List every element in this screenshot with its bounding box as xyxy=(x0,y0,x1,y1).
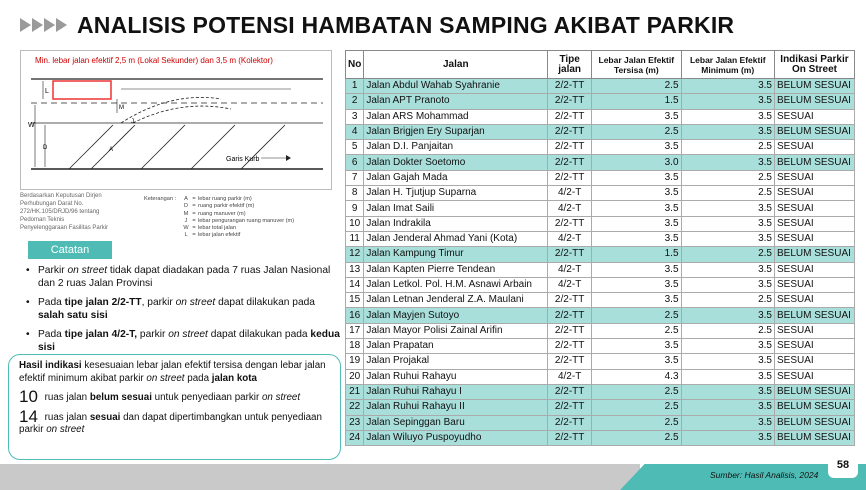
cell-indikasi: SESUAI xyxy=(774,201,854,216)
page-number: 58 xyxy=(828,452,858,478)
cell-indikasi: SESUAI xyxy=(774,262,854,277)
cell-tipe: 2/2-TT xyxy=(548,109,592,124)
cell-no: 19 xyxy=(346,354,364,369)
table-row xyxy=(346,79,855,94)
cell-minimum: 3.5 xyxy=(681,262,774,277)
cell-indikasi: SESUAI xyxy=(774,140,854,155)
cell-indikasi: BELUM SESUAI xyxy=(774,79,854,94)
cell-tipe: 2/2-TT xyxy=(548,384,592,399)
cell-indikasi: SESUAI xyxy=(774,231,854,246)
cell-no: 11 xyxy=(346,231,364,246)
table-row xyxy=(346,124,855,139)
cell-minimum: 3.5 xyxy=(681,201,774,216)
cell-tersisa: 3.5 xyxy=(592,201,681,216)
table-row xyxy=(346,339,855,354)
legend-source: Berdasarkan Keputusan Dirjen Perhubungan Darat No. 272/HK.105/DRJD/96 tentang Pedoman Teknis Penyelenggaraan Fasilitas Parkir xyxy=(20,193,109,231)
cell-jalan: Jalan Abdul Wahab Syahranie xyxy=(364,79,548,94)
cell-indikasi: BELUM SESUAI xyxy=(774,384,854,399)
cell-jalan: Jalan Imat Saili xyxy=(364,201,548,216)
cell-tersisa: 2.5 xyxy=(592,430,681,445)
cell-no: 4 xyxy=(346,124,364,139)
cell-jalan: Jalan Brigjen Ery Suparjan xyxy=(364,124,548,139)
cell-tipe: 2/2-TT xyxy=(548,79,592,94)
table-row xyxy=(346,430,855,445)
cell-indikasi: BELUM SESUAI xyxy=(774,94,854,109)
cell-tersisa: 2.5 xyxy=(592,79,681,94)
cell-tersisa: 3.5 xyxy=(592,170,681,185)
source-note: Sumber: Hasil Analisis, 2024 xyxy=(710,470,819,480)
cell-tersisa: 2.5 xyxy=(592,308,681,323)
table-row xyxy=(346,201,855,216)
cell-tersisa: 3.5 xyxy=(592,262,681,277)
cell-no: 20 xyxy=(346,369,364,384)
cell-indikasi: SESUAI xyxy=(774,216,854,231)
cell-indikasi: BELUM SESUAI xyxy=(774,124,854,139)
col-tipe: Tipe jalan xyxy=(548,51,592,79)
cell-jalan: Jalan Indrakila xyxy=(364,216,548,231)
table-row xyxy=(346,155,855,170)
cell-tipe: 4/2-T xyxy=(548,277,592,292)
cell-tipe: 2/2-TT xyxy=(548,430,592,445)
col-no: No xyxy=(346,51,364,79)
cell-tersisa: 3.5 xyxy=(592,277,681,292)
chevron-arrows-icon xyxy=(20,18,67,32)
table-row xyxy=(346,247,855,262)
cell-tersisa: 2.5 xyxy=(592,124,681,139)
col-tersisa: Lebar Jalan Efektif Tersisa (m) xyxy=(592,51,681,79)
table-row xyxy=(346,262,855,277)
table-row xyxy=(346,354,855,369)
cell-indikasi: BELUM SESUAI xyxy=(774,415,854,430)
cell-tersisa: 3.5 xyxy=(592,216,681,231)
cell-jalan: Jalan Mayor Polisi Zainal Arifin xyxy=(364,323,548,338)
cell-indikasi: SESUAI xyxy=(774,170,854,185)
svg-text:J: J xyxy=(131,119,134,125)
cell-no: 3 xyxy=(346,109,364,124)
cell-tersisa: 2.5 xyxy=(592,415,681,430)
cell-indikasi: SESUAI xyxy=(774,369,854,384)
cell-tipe: 4/2-T xyxy=(548,186,592,201)
cell-jalan: Jalan Gajah Mada xyxy=(364,170,548,185)
col-minimum: Lebar Jalan Efektif Minimum (m) xyxy=(681,51,774,79)
cell-minimum: 3.5 xyxy=(681,109,774,124)
cell-indikasi: SESUAI xyxy=(774,277,854,292)
cell-tersisa: 3.5 xyxy=(592,231,681,246)
cell-tipe: 4/2-T xyxy=(548,231,592,246)
result-summary-box: Hasil indikasi kesesuaian lebar jalan efektif tersisa dengan lebar jalan efektif minimum akibat parkir on street pada jalan kota 10 ruas jalan belum sesuai untuk penyediaan parkir on street 14 ruas jalan sesuai dan dapat dipertimbangkan untuk penyediaan parkir on street xyxy=(8,354,341,460)
cell-indikasi: BELUM SESUAI xyxy=(774,247,854,262)
cell-tersisa: 2.5 xyxy=(592,384,681,399)
cell-no: 10 xyxy=(346,216,364,231)
table-row xyxy=(346,109,855,124)
cell-indikasi: SESUAI xyxy=(774,293,854,308)
cell-minimum: 2.5 xyxy=(681,323,774,338)
cell-minimum: 3.5 xyxy=(681,308,774,323)
cell-tersisa: 3.5 xyxy=(592,339,681,354)
cell-minimum: 2.5 xyxy=(681,247,774,262)
cell-tipe: 4/2-T xyxy=(548,201,592,216)
cell-indikasi: SESUAI xyxy=(774,339,854,354)
count-sesuai: 14 xyxy=(19,406,38,426)
cell-indikasi: BELUM SESUAI xyxy=(774,430,854,445)
cell-minimum: 3.5 xyxy=(681,124,774,139)
cell-indikasi: SESUAI xyxy=(774,323,854,338)
cell-tersisa: 2.5 xyxy=(592,400,681,415)
cell-tipe: 2/2-TT xyxy=(548,140,592,155)
svg-text:L: L xyxy=(45,88,49,95)
cell-minimum: 2.5 xyxy=(681,186,774,201)
cell-indikasi: SESUAI xyxy=(774,109,854,124)
cell-tipe: 2/2-TT xyxy=(548,323,592,338)
table-row xyxy=(346,384,855,399)
header xyxy=(0,0,866,44)
cell-tersisa: 2.5 xyxy=(592,323,681,338)
cell-tipe: 2/2-TT xyxy=(548,400,592,415)
cell-minimum: 2.5 xyxy=(681,140,774,155)
cell-minimum: 3.5 xyxy=(681,339,774,354)
cell-jalan: Jalan Projakal xyxy=(364,354,548,369)
cell-no: 21 xyxy=(346,384,364,399)
cell-no: 18 xyxy=(346,339,364,354)
catatan-label: Catatan xyxy=(28,241,112,259)
table-row xyxy=(346,94,855,109)
cell-minimum: 3.5 xyxy=(681,384,774,399)
cell-tipe: 2/2-TT xyxy=(548,415,592,430)
cell-jalan: Jalan Letkol. Pol. H.M. Asnawi Arbain xyxy=(364,277,548,292)
table-row xyxy=(346,415,855,430)
cell-jalan: Jalan D.I. Panjaitan xyxy=(364,140,548,155)
cell-jalan: Jalan Mayjen Sutoyo xyxy=(364,308,548,323)
cell-tipe: 4/2-T xyxy=(548,262,592,277)
cell-tersisa: 3.5 xyxy=(592,186,681,201)
cell-tersisa: 4.3 xyxy=(592,369,681,384)
cell-no: 6 xyxy=(346,155,364,170)
cell-minimum: 3.5 xyxy=(681,216,774,231)
cell-no: 12 xyxy=(346,247,364,262)
cell-minimum: 3.5 xyxy=(681,369,774,384)
table-row xyxy=(346,170,855,185)
cell-no: 23 xyxy=(346,415,364,430)
cell-minimum: 3.5 xyxy=(681,94,774,109)
cell-indikasi: SESUAI xyxy=(774,186,854,201)
cell-tipe: 2/2-TT xyxy=(548,247,592,262)
cell-tersisa: 3.5 xyxy=(592,140,681,155)
cell-jalan: Jalan Sepinggan Baru xyxy=(364,415,548,430)
cell-tipe: 2/2-TT xyxy=(548,339,592,354)
table-row xyxy=(346,186,855,201)
cell-jalan: Jalan Jenderal Ahmad Yani (Kota) xyxy=(364,231,548,246)
table-row xyxy=(346,231,855,246)
svg-text:M: M xyxy=(119,105,124,111)
cell-jalan: Jalan Dokter Soetomo xyxy=(364,155,548,170)
cell-jalan: Jalan Ruhui Rahayu xyxy=(364,369,548,384)
cell-indikasi: BELUM SESUAI xyxy=(774,308,854,323)
cell-jalan: Jalan Ruhui Rahayu I xyxy=(364,384,548,399)
cell-tersisa: 3.5 xyxy=(592,109,681,124)
cell-jalan: Jalan ARS Mohammad xyxy=(364,109,548,124)
cell-jalan: Jalan APT Pranoto xyxy=(364,94,548,109)
cell-no: 2 xyxy=(346,94,364,109)
cell-minimum: 3.5 xyxy=(681,277,774,292)
table-row xyxy=(346,369,855,384)
table-row xyxy=(346,277,855,292)
table-header xyxy=(346,51,855,79)
street-analysis-table xyxy=(345,50,855,446)
cell-no: 14 xyxy=(346,277,364,292)
cell-tipe: 2/2-TT xyxy=(548,124,592,139)
table-row xyxy=(346,400,855,415)
cell-jalan: Jalan Letnan Jenderal Z.A. Maulani xyxy=(364,293,548,308)
table-row xyxy=(346,293,855,308)
svg-text:A: A xyxy=(109,147,114,153)
cell-jalan: Jalan H. Tjutjup Suparna xyxy=(364,186,548,201)
cell-tipe: 2/2-TT xyxy=(548,155,592,170)
cell-jalan: Jalan Kampung Timur xyxy=(364,247,548,262)
col-indikasi: Indikasi Parkir On Street xyxy=(774,51,854,79)
count-belum-sesuai: 10 xyxy=(19,387,38,406)
cell-tersisa: 3.5 xyxy=(592,354,681,369)
cell-minimum: 3.5 xyxy=(681,231,774,246)
legend: Keterangan : A = lebar ruang parkir (m) D = ruang parkir efektif (m) M = ruang manuver (m) J = lebar pengurangan ruang manuver (m) W = lebar total jalan L = lebar jalan efektif xyxy=(144,196,295,239)
cell-tipe: 2/2-TT xyxy=(548,293,592,308)
table-row xyxy=(346,140,855,155)
cell-tersisa: 3.5 xyxy=(592,293,681,308)
cell-tersisa: 3.0 xyxy=(592,155,681,170)
note-item: • Pada tipe jalan 4/2-T, parkir on street dapat dilakukan pada kedua sisi xyxy=(24,328,340,354)
cell-jalan: Jalan Wiluyo Puspoyudho xyxy=(364,430,548,445)
svg-text:D: D xyxy=(43,145,48,151)
cell-minimum: 3.5 xyxy=(681,354,774,369)
diagram-caption: Min. lebar jalan efektif 2,5 m (Lokal Sekunder) dan 3,5 m (Kolektor) xyxy=(35,56,273,65)
notes-list xyxy=(24,264,340,360)
note-item: • Parkir on street tidak dapat diadakan pada 7 ruas Jalan Nasional dan 2 ruas Jalan Provinsi xyxy=(24,264,340,290)
cell-indikasi: BELUM SESUAI xyxy=(774,155,854,170)
table-row xyxy=(346,308,855,323)
cell-minimum: 3.5 xyxy=(681,430,774,445)
cell-tipe: 2/2-TT xyxy=(548,216,592,231)
table-row xyxy=(346,323,855,338)
note-item: • Pada tipe jalan 2/2-TT, parkir on street dapat dilakukan pada salah satu sisi xyxy=(24,296,340,322)
road-diagram-svg xyxy=(21,51,333,191)
cell-no: 17 xyxy=(346,323,364,338)
cell-no: 1 xyxy=(346,79,364,94)
cell-tipe: 2/2-TT xyxy=(548,94,592,109)
page-title: ANALISIS POTENSI HAMBATAN SAMPING AKIBAT PARKIR xyxy=(77,12,735,38)
cell-no: 22 xyxy=(346,400,364,415)
cell-no: 24 xyxy=(346,430,364,445)
col-jalan: Jalan xyxy=(364,51,548,79)
cell-jalan: Jalan Prapatan xyxy=(364,339,548,354)
parking-diagram xyxy=(20,50,332,190)
cell-minimum: 2.5 xyxy=(681,170,774,185)
cell-no: 16 xyxy=(346,308,364,323)
cell-no: 13 xyxy=(346,262,364,277)
cell-no: 5 xyxy=(346,140,364,155)
cell-no: 9 xyxy=(346,201,364,216)
cell-tipe: 4/2-T xyxy=(548,369,592,384)
cell-tipe: 2/2-TT xyxy=(548,308,592,323)
cell-minimum: 3.5 xyxy=(681,415,774,430)
cell-minimum: 3.5 xyxy=(681,155,774,170)
cell-jalan: Jalan Kapten Pierre Tendean xyxy=(364,262,548,277)
footer-bar xyxy=(0,464,640,490)
cell-indikasi: BELUM SESUAI xyxy=(774,400,854,415)
cell-no: 7 xyxy=(346,170,364,185)
cell-indikasi: SESUAI xyxy=(774,354,854,369)
table-row xyxy=(346,216,855,231)
cell-tipe: 2/2-TT xyxy=(548,354,592,369)
cell-no: 15 xyxy=(346,293,364,308)
cell-minimum: 3.5 xyxy=(681,400,774,415)
cell-tersisa: 1.5 xyxy=(592,247,681,262)
svg-text:Garis Kurb: Garis Kurb xyxy=(226,156,260,163)
cell-jalan: Jalan Ruhui Rahayu II xyxy=(364,400,548,415)
cell-no: 8 xyxy=(346,186,364,201)
svg-text:W: W xyxy=(28,122,35,129)
cell-tersisa: 1.5 xyxy=(592,94,681,109)
cell-minimum: 3.5 xyxy=(681,79,774,94)
cell-minimum: 2.5 xyxy=(681,293,774,308)
cell-tipe: 2/2-TT xyxy=(548,170,592,185)
